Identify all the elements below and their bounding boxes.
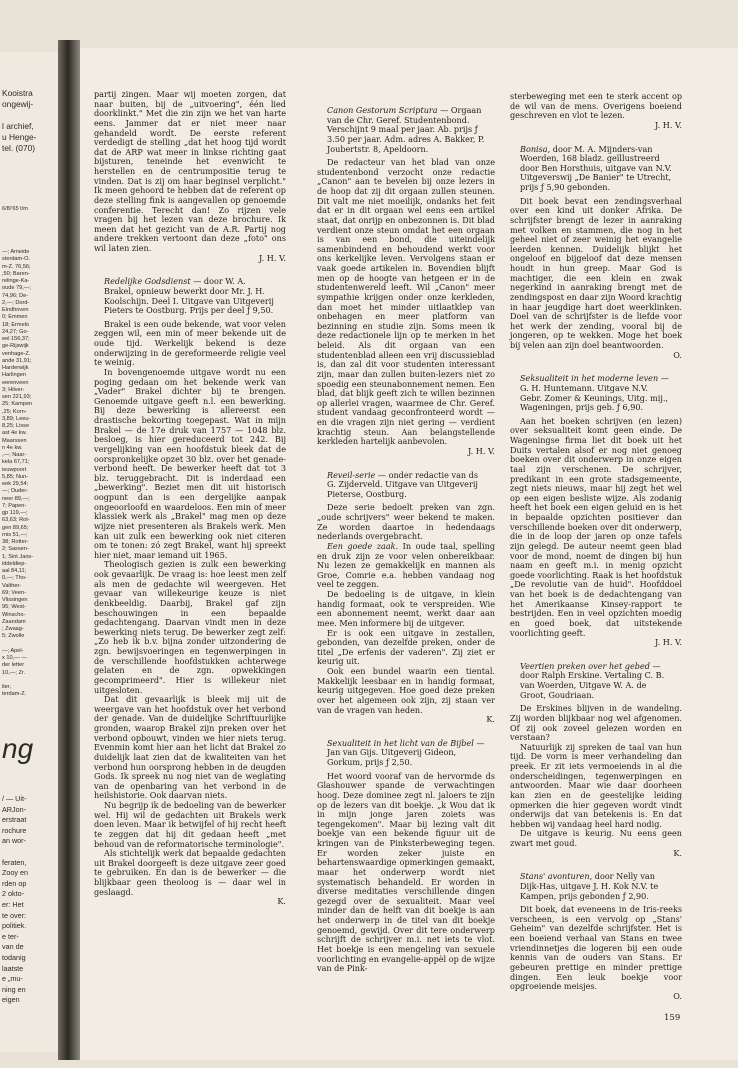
- previous-page-listing-line: x 10,— —: [2, 655, 27, 661]
- review-signature: K.: [277, 896, 286, 907]
- previous-page-article-line: e ter-: [2, 931, 19, 941]
- previous-page-listing-line: iter,: [2, 684, 12, 690]
- previous-page-article-line: politiek.: [2, 921, 27, 931]
- book-reference: [317, 739, 495, 768]
- previous-page-article-line: laatste: [2, 963, 24, 973]
- body-paragraph: Dit boek bevat een zendingsverhaal over een kind uit donker Afrika. De schrijfster brengt de lezer in aanraking met volken en stammen, die nog in het geheel niet of zeer weinig het evangelie leerden kennen. Duidelijk blijkt het ongeloof en bijgeloof dat deze mensen houdt in hun greep. Maar God is machtiger, die een klein en zwak negerkind in aanraking brengt met de zendingspost en daar zijn Woord krachtig in haar jeugdige hart doet weerklinken. Doel van de schrijfster is de liefde voor het werk der zending, vooral bij de jongeren, op te wekken. Moge het boek bij velen aan zijn doel beantwoorden.: [510, 195, 682, 350]
- previous-page-listing-line: ge-Rijswijk: [2, 343, 29, 350]
- book-details: — G. H. Huntemann. Uitgave N.V. Gebr. Zomer & Keunings, Uitg. mij., Wageningen, prijs geb. ƒ 6,90.: [520, 373, 669, 413]
- body-paragraph: Dit boek, dat eveneens in de Iris-reeks verscheen, is een vervolg op „Stans' Geheim" van dezelfde schrijfster. Het is een boeiend verhaal van Stans en twee vriendinnetjes die logeren bij een oude kennis van de ouders van Stans. Er gebeuren prettige en minder prettige dingen. Een leuk boekje voor opgroeiende meisjes.: [510, 904, 682, 992]
- body-paragraph: Natuurlijk zij spreken de taal van hun tijd. De vorm is meer verhandeling dan preek. Er zit iets vermoeiends in al die onderscheidingen, tegenwerpingen en antwoorden. Maar wie daar doorheen kan zien en de geestelijke leiding opmerken die hier gegeven wordt vindt onderwijs dat van betekenis is. En dat hebben wij vandaag heel hard nodig.: [510, 741, 682, 829]
- previous-page-listing-line: eel 156,37;: [2, 336, 30, 342]
- previous-page-listing-line: ,—; Naar-: [2, 452, 27, 458]
- column-left: [94, 90, 286, 907]
- emphasis: Een goede zaak.: [327, 540, 399, 551]
- previous-page-article-line: an wor-: [2, 836, 26, 846]
- body-paragraph: Als stichtelijk werk dat bepaalde gedachten uit Brakel doorgeeft is deze uitgave zeer goed te gebruiken. En dan is de bewerker — die blijkbaar geen theoloog is — daar wel in geslaagd.: [94, 848, 286, 897]
- book-reference: [510, 872, 682, 901]
- previous-page-listing-line: eek 29,54;: [2, 481, 29, 487]
- book-title: Sexualiteit in het licht van de Bijbel: [327, 737, 474, 748]
- previous-page-article-line: / — Uit-: [2, 794, 27, 803]
- previous-page-listing-line: rnis 51,—;: [2, 531, 28, 538]
- body-paragraph: Nu begrijp ik de bedoeling van de bewerker wel. Hij wil de gedachten uit Brakels werk doen leven. Maar ik betwijfel of hij recht heeft te zeggen dat hij dit gedaan heeft „met behoud van de reformatorische terminologie".: [94, 800, 286, 849]
- previous-page-heading: ng: [2, 733, 34, 764]
- body-paragraph: Dat dit gevaarlijk is bleek mij uit de weergave van het hoofdstuk over het verbond der genade. Van de duidelijke Schriftuurlijke gronden, waarop Brakel zijn preken over het verbond opbouwt, vinden we hier niets terug. Evenmin komt hier aan het licht dat Brakel zo duidelijk laat zien dat de kwaliteiten van het verbond hun oorsprong hebben in de deugden Gods. Ik spreek nu nog niet van de weglating van de openbaring van het verbond in de heilshistorie. Ook daarvan niets.: [94, 694, 286, 801]
- previous-page-listing-line: 95; West-: [2, 604, 26, 611]
- previous-page-listing-line: —; Ouder-: [2, 488, 29, 495]
- previous-page-listing-line: Zaandam: [2, 618, 26, 625]
- body-paragraph: De bedoeling is de uitgave, in klein handig formaat, ook te verspreiden. Wie een abonnement neemt, werkt daar aan mee. Men informere bij de uitgever.: [317, 589, 495, 628]
- previous-page-article: [2, 794, 28, 1006]
- previous-page-listing-line: 2; Sassen-: [2, 546, 29, 553]
- book-reference: [510, 662, 682, 701]
- book-title: Stans' avonturen,: [520, 871, 593, 882]
- previous-page-listing-line: —; Apel-: [2, 647, 24, 654]
- previous-page-listing-line: ieuwpoort: [2, 466, 27, 473]
- previous-page-listing-line: ast 4e kw.: [2, 430, 27, 437]
- previous-page-article-line: 2 okto-: [2, 889, 24, 899]
- book-details: — door Ralph Erskine. Vertaling C. B. van Woerden, Uitgave W. A. de Groot, Goudriaan.: [520, 660, 665, 700]
- previous-page-listing-line: Valther-: [2, 582, 22, 589]
- previous-page-listing-line: 18; Ermelo: [2, 321, 30, 328]
- previous-page-listing-line: 2,—; Dord-: [2, 299, 30, 306]
- previous-page-listing-line: 8,25; Lisse: [2, 423, 30, 429]
- previous-page-article-line: Zooy en: [2, 868, 28, 878]
- previous-page-listing-line: Vlissingen: [2, 597, 28, 603]
- previous-page-listing-line: 10,—; Zr.: [2, 669, 26, 676]
- book-details: door M. A. Mijnders-van Woerden, 168 bladz. geïllustreerd door Ben Horsthuis, uitgave van N.V. Uitgeverswij „De Banier" te Utrecht, prijs ƒ 5,90 gebonden.: [520, 143, 672, 192]
- previous-page-listing-line: gen 89,65;: [2, 524, 29, 531]
- previous-page-article-line: rden op: [2, 878, 27, 888]
- previous-page-article-line: ARJon-: [2, 804, 26, 814]
- previous-page-listing-line: 69; Veen-: [2, 589, 26, 596]
- previous-page-listing-line: 3,89; Leeu-: [2, 415, 31, 422]
- review-signature: K.: [673, 847, 682, 858]
- review-signature: J. H. V.: [259, 252, 286, 263]
- body-paragraph: De Erskines blijven in de wandeling. Zij worden blijkbaar nog wel afgenomen. Of zij ook zoveel gelezen worden en verstaan?: [510, 703, 682, 743]
- previous-page-article-line: te over:: [2, 910, 26, 920]
- previous-page-listing-line: relinge-Ka-: [2, 278, 30, 284]
- previous-page-listing-line: 0; Emmen: [2, 314, 28, 321]
- body-paragraph: partij zingen. Maar wij moeten zorgen, dat naar buiten, bij de „uitvoering", één lied doorklinkt." Met die zin zijn we het van harte eens. Jammer dat er niet meer naar gehandeld wordt. De eerste referent verdedigt de stelling „dat het hoog tijd wordt dat de ARP wat meer in linkse richting gaat bijsturen, teneinde het evenwicht te herstellen en de centrumpositie terug te vinden. Dat is zij om haar beginsel verplicht." Ik meen gehoord te hebben dat de referent op deze stelling fink is aangevallen op genoemde conferentie. Terecht dan! Zo rijzen vele vragen bij het lezen van deze brochure. Ik meen dat het gezicht van de A.R. Partij nog andere trekken vertoont dan deze „foto" ons wil laten zien.: [94, 89, 286, 253]
- previous-page-listing-line: 0,—; Tho-: [2, 575, 27, 582]
- previous-page-article-line: todanig: [2, 952, 26, 962]
- previous-page-listing-line: sterdam-O.: [2, 256, 30, 263]
- review-signature: K.: [486, 714, 495, 725]
- previous-page-article-line: feraten,: [2, 857, 27, 867]
- previous-page-listing-line: aal 84,11;: [2, 568, 27, 574]
- previous-page-listing-line: Winscho-: [2, 611, 26, 618]
- body-paragraph: De uitgave is keurig. Nu eens geen zwart met goud.: [510, 828, 682, 848]
- book-title: Seksualiteit in het moderne leven: [520, 373, 659, 384]
- book-title: Canon Gestorum Scriptura: [327, 105, 438, 115]
- previous-page-header-line: [2, 110, 36, 121]
- previous-page-listing-line: —; Ameide: [2, 249, 30, 255]
- book-gutter: [58, 40, 80, 1060]
- previous-page-listing-line: ande 31,91;: [2, 357, 32, 364]
- previous-page-article-line: er: Het: [2, 899, 24, 909]
- body-paragraph: Brakel is een oude bekende, wat voor velen zeggen wil, een min of meer bekende uit de oude tijd. Werkelijk bekend is deze onderwijzing in de gereformeerde religie veel te weinig.: [94, 318, 286, 368]
- review-signature: O.: [673, 349, 682, 360]
- review-signature: J. H. V.: [655, 637, 682, 648]
- previous-page-header-line: u Henge-: [2, 132, 37, 142]
- previous-page-listing-line: Maarssen: [2, 437, 27, 444]
- book-reference: [94, 277, 286, 316]
- paragraph-text: In oude taal, spelling en druk zijn ze voor velen onbereikbaar. Nu lezen ze gemakkelijk en mannen als Groe, Comrie e.a. hebben vandaag nog veel te zeggen.: [317, 540, 495, 590]
- previous-page-listing-line: 5; Zwolle: [2, 633, 25, 640]
- previous-page-listing-line: der letter: [2, 662, 25, 669]
- book-details: — door W. A. Brakel, opnieuw bewerkt door Mr. J. H. Koolschijn. Deel I. Uitgave van Uitgeverij Pieters te Oostburg. Prijs per deel ƒ 9,50.: [104, 276, 274, 316]
- previous-page-date: 6/8/'65 t/m: [2, 206, 28, 212]
- body-paragraph: Aan het boeken schrijven (en lezen) over seksualiteit komt geen einde. De Wageningse firma liet dit boek uit het Duits vertalen alsof er nog niet genoeg boeken over dit onderwerp in onze eigen taal zijn verschenen. De schrijver, predikant in een grote stadsgemeente, zegt niets nieuws, maar hij zegt het wel op een eigen besliste wijze. Als zodanig heeft het boek een eigen geluid en is het in bepaalde opzichten positiever dan verschillende boeken over dit onderwerp, die in de loop der jaren op onze tafels zijn gelegd. De auteur neemt geen blad voor de mond, noemt de dingen bij hun naam en geeft m.i. in menig opzicht goede voorlichting. Raak is het hoofdstuk „De revolutie van de huid". Hoofddoel van het boek is de dedachtengang van het Amerikaanse Kinsey-rapport te bestrijden. Een in veel opzichten moedig en goed boek, dat uitstekende voorlichting geeft.: [510, 415, 682, 638]
- body-paragraph: Deze serie bedoelt preken van zgn. „oude schrijvers" weer bekend te maken. Ze worden daartoe in hedendaags nederlands overgebracht.: [317, 502, 495, 542]
- book-title: Reveil-serie: [327, 469, 376, 480]
- previous-page-edge: [0, 52, 58, 1052]
- body-paragraph: sterbeweging met een te sterk accent op de wil van de mens. Overigens boeiend geschreven en vlot te lezen.: [510, 91, 682, 121]
- previous-page-article-line: rochure: [2, 825, 27, 835]
- column-middle: [317, 92, 495, 974]
- previous-page-header-line: l archief,: [2, 121, 34, 131]
- page-number: 159: [664, 1013, 681, 1023]
- previous-page-listing-line: terdam-Z.: [2, 691, 27, 698]
- previous-page-listing-line: neer 89,—;: [2, 495, 30, 502]
- previous-page-listing-line: ,25; Korn-: [2, 408, 27, 415]
- body-paragraph: Er is ook een uitgave in zestallen, gebonden, van dezelfde preken, onder de titel „De erfenis der vaderen". Zij ziet er keurig uit.: [317, 627, 495, 667]
- previous-page-listing-line: 38; Rotter-: [2, 539, 29, 545]
- previous-page-article-line: ning en: [2, 984, 26, 994]
- previous-page-listing-line: gp 119,—;: [2, 510, 28, 516]
- previous-page-listing-line: ,50; Baren-: [2, 270, 30, 277]
- previous-page-listing-line: n 4e kw.: [2, 444, 23, 451]
- book-reference: [317, 471, 495, 500]
- body-paragraph: Ook een bundel waarin een tiental. Makkelijk leesbaar en in handig formaat, keurig uitgegeven. Hoe goed deze preken over het algemeen ook zijn, zij staan ver van de vragen van heden.: [317, 666, 495, 715]
- previous-page-listing-line: eerenveen: [2, 379, 29, 386]
- previous-page-listing-line: Harderwijk: [2, 365, 29, 371]
- previous-page-article-line: erstraat: [2, 815, 27, 825]
- book-title: Redelijke Godsdienst: [104, 276, 191, 287]
- previous-page-listing-line: 5,85; Nun-: [2, 473, 29, 480]
- review-signature: J. H. V.: [468, 445, 495, 456]
- book-title: Veertien preken over het gebed: [520, 660, 650, 671]
- previous-page-listing-line: kela 67,71;: [2, 459, 30, 466]
- previous-page-listing-line: m-Z. 76,56;: [2, 263, 31, 270]
- previous-page-listing-line: 1; Sint Jans-: [2, 553, 34, 560]
- previous-page-listing-line: oude 79,—;: [2, 285, 31, 292]
- previous-page-listing-line: Harlingen: [2, 372, 26, 379]
- book-reference: [510, 374, 682, 413]
- book-reference: [317, 106, 495, 154]
- previous-page-listing-line: sen 221,93;: [2, 394, 32, 400]
- previous-page-listing-line: venhage-Z.: [2, 350, 31, 357]
- previous-page-listing-line: [2, 677, 33, 684]
- previous-page-listing: [2, 249, 33, 699]
- body-paragraph: [317, 542, 495, 590]
- review-signature: O.: [673, 990, 682, 1001]
- book-reference: [510, 145, 682, 193]
- previous-page-listing-line: iddeldiep-: [2, 560, 27, 567]
- book-details: — Jan van Gijs. Uitgeverij Gideon, Gorkum, prijs ƒ 2,50.: [327, 737, 485, 767]
- previous-page-header-line: tel. (070): [2, 143, 36, 153]
- previous-page-listing-line: 7; Papen-: [2, 502, 27, 509]
- column-right: [510, 92, 682, 1001]
- book-title: Bonisa,: [520, 143, 551, 154]
- book-details: — Orgaan van de Chr. Geref. Studentenbond. Verschijnt 9 maal per jaar. Ab. prijs ƒ 3.50 per jaar. Adm. adres A. Bakker, P. Joubertstr. 8, Apeldoorn.: [327, 105, 485, 154]
- previous-page-listing-line: Eindhoven: [2, 307, 29, 313]
- previous-page-header: [2, 88, 36, 154]
- previous-page-article-line: [2, 847, 28, 858]
- body-paragraph: In bovengenoemde uitgave wordt nu een poging gedaan om het bekende werk van „Vader" Brakel dichter bij te brengen. Genoemde uitgave geeft n.l. een bewerking. Bij deze bewerking is allereerst een drastische bekorting toegepast. Wat in mijn Brakel — de 17e druk van 1757 — 1048 blz. besloeg, is hier gereduceerd tot 242. Bij vergelijking van een hoofdstuk bleek dat de oorspronkelijke opzet 30 blz. over het genade-verbond heeft. De bewerker heeft dat tot 3 blz. teruggebracht. Dit is inderdaad een „bewerking". Beziet men dit uit historisch oogpunt dan is een dergelijke aanpak ongeoorloofd en waardeloos. Een min of meer klassiek werk als „Brakel" mag men op deze wijze niet presenteren als Brakels werk. Men kan uit zulk een bewerking ook niet citeren om te tonen: zó zegt Brakel, want hij spreekt hier niet, maar iemand uit 1965.: [94, 366, 286, 560]
- previous-page-article-line: e „mu-: [2, 974, 23, 984]
- previous-page-listing-line: 3; Hilver-: [2, 386, 25, 393]
- previous-page-listing-line: [2, 641, 33, 648]
- book-details: — onder redactie van ds G. Zijderveld. Uitgave van Uitgeverij Pieterse, Oostburg.: [327, 469, 479, 499]
- previous-page-listing-line: 74,96; De-: [2, 292, 29, 299]
- body-paragraph: De redacteur van het blad van onze studentenbond verzocht onze redactie „Canon" aan te bevelen bij onze lezers in de hoop dat zij dit orgaan zullen steunen. Dit valt me niet moeilijk, ondanks het feit dat er in dit orgaan wel eens een artikel staat, dat onrijp en onbezonnen is. Dit blad verdient onze steun omdat het een orgaan is van een bond, die uiteindelijk samenbindend en behoudend werkt voor ons kerkelijke leven. Vervolgens staan er vaak goede artikelen in. Bovendien blijft men op de hoogte van hetgeen er in de studentenwereld leeft. Wil „Canon" meer sympathie krijgen onder onze kerkleden, dan moet het minder uitlaatklep van onbehagen en meer platform van bezinning en studie zijn. Soms meen ik deze redactionele lijn op te merken in het beleid. Als dit orgaan van een studentenblad alleen een vrij discussieblad is, dan zal dit voor studenten interessant zijn, maar dan zullen buiten-lezers niet zo spoedig een steunabonnement nemen. Een blad, dat blijk geeft zich te willen bezinnen op allerlei vragen, waarmee de Chr. Geref. student vandaag geconfronteerd wordt — en die vragen zijn niet gering — verdient krachtig steun. Aan belangstellende kerkleden hartelijk aanbevolen.: [317, 157, 495, 447]
- previous-page-article-line: eigen: [2, 995, 20, 1005]
- previous-page-header-line: Kooistra: [2, 88, 33, 98]
- body-paragraph: Theologisch gezien is zulk een bewerking ook gevaarlijk. De vraag is: hoe leest men zelf als men de gedachte wil weergeven. Het gevaar van willekeurige keuze is niet denkbeeldig. Daarbij, Brakel gaf zijn beschouwingen in een bepaalde gedachtengang. Daarvan vindt men in deze bewerking niets terug. De bewerker zegt zelf: „Zo heb ik b.v. bijna zonder uitzondering de zgn. bewijsvoeringen en tegenwerpingen in de verschillende hoofdstukken achterwege gelaten en de zgn. opwekkingen gecomprimeerd". Hier is willekeur niet uitgesloten.: [94, 559, 286, 695]
- previous-page-listing-line: 24,27; Go-: [2, 328, 29, 335]
- previous-page-header-line: ongewij-: [2, 99, 34, 109]
- previous-page-article-line: van de: [2, 942, 24, 952]
- previous-page-listing-line: 63,63; Rot-: [2, 517, 30, 524]
- body-paragraph: Het woord vooraf van de hervormde ds Glashouwer spande de verwachtingen hoog. Deze dominee zegt nl. jaloers te zijn op de lezers van dit boekje. „k Wou dat ik in mijn jonge jaren zoiets was tegengekomen". Maar bij lezing valt dit boekje van een bekende figuur uit de kringen van de Pinksterbeweging tegen. Er worden zeker juiste en behartenswaardige opmerkingen gemaakt, maar het onderwerp wordt niet systematisch behandeld. Er worden in diverse meditaties verschillende dingen gezegd over de sexualiteit. Maar veel minder dan de helft van dit boekje is aan het onderwerp in de titel van dit boekje genoemd, gewijd. Over dit tere onderwerp schrijft de schrijver m.i. net iets te vlot. Het boekje is een mengeling van sexuele voorlichting en evangelie-appèl op de wijze van de Pink-: [317, 770, 495, 974]
- review-signature: J. H. V.: [655, 119, 682, 130]
- previous-page-listing-line: ; Zwaag-: [2, 626, 24, 632]
- book-details: door Nelly van Dijk-Has, uitgave J. H. Kok N.V. te Kampen, prijs gebonden ƒ 2,90.: [520, 871, 659, 901]
- previous-page-listing-line: 25; Kampen: [2, 401, 33, 408]
